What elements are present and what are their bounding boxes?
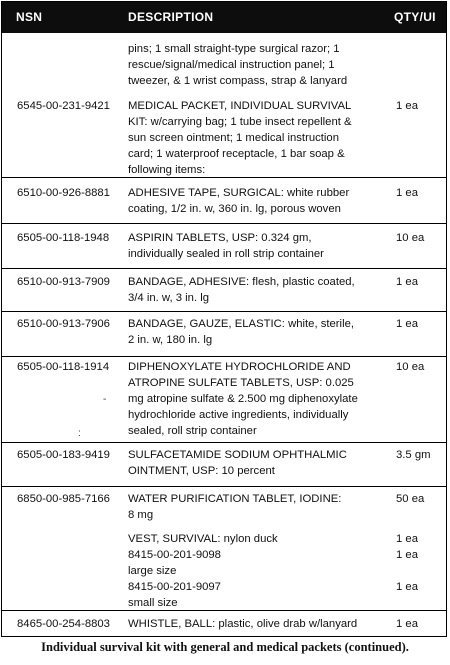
item-qty: 1 ea — [396, 276, 418, 288]
item-qty: 10 ea — [396, 232, 425, 244]
description-line: hydrochloride active ingredients, individually — [128, 409, 349, 421]
item-description — [128, 185, 388, 217]
description-line: small size — [128, 597, 178, 609]
description-line: OINTMENT, USP: 10 percent — [128, 465, 275, 477]
description-line: individually sealed in roll strip container — [128, 248, 324, 260]
qty-line — [396, 595, 418, 611]
table-row — [2, 96, 446, 176]
description-line: WATER PURIFICATION TABLET, IODINE: — [128, 493, 342, 505]
column-header-description: DESCRIPTION — [128, 10, 214, 24]
item-description — [128, 274, 388, 306]
table-row — [2, 177, 446, 224]
item-nsn: 6505-00-118-1948 — [17, 232, 110, 244]
figure-caption: Individual survival kit with general and medical packets (continued). — [41, 640, 409, 654]
description-line: KIT: w/carrying bag; 1 tube insect repellent & — [128, 116, 352, 128]
item-nsn: 6545-00-231-9421 — [17, 100, 110, 112]
description-line: ASPIRIN TABLETS, USP: 0.324 gm, — [128, 232, 312, 244]
description-line: SULFACETAMIDE SODIUM OPHTHALMIC — [128, 449, 347, 461]
stray-mark: : — [78, 428, 81, 439]
table-row — [2, 223, 446, 269]
item-description — [128, 359, 388, 439]
table-row — [2, 41, 446, 91]
description-line: BANDAGE, GAUZE, ELASTIC: white, sterile, — [128, 318, 354, 330]
item-qty: 1 ea — [396, 187, 418, 199]
description-line: DIPHENOXYLATE HYDROCHLORIDE AND — [128, 361, 351, 373]
description-line: 8415-00-201-9097 — [128, 581, 221, 593]
qty-line: 1 ea — [396, 533, 418, 545]
description-line: 2 in. w, 180 in. lg — [128, 334, 213, 346]
description-line: WHISTLE, BALL: plastic, olive drab w/lanyard — [128, 618, 358, 630]
qty-line — [396, 563, 418, 579]
item-nsn: 6510-00-913-7906 — [17, 318, 110, 330]
description-line: tweezer, & 1 wrist compass, strap & lanyard — [128, 75, 348, 87]
description-line: large size — [128, 565, 177, 577]
description-line: following items: — [128, 164, 206, 176]
description-line: ATROPINE SULFATE TABLETS, USP: 0.025 — [128, 377, 354, 389]
stray-mark: - — [103, 394, 107, 405]
item-nsn: 6510-00-913-7909 — [17, 276, 110, 288]
item-description — [128, 316, 388, 348]
column-header-qty: QTY/UI — [394, 10, 436, 24]
description-line: VEST, SURVIVAL: nylon duck — [128, 533, 278, 545]
item-description — [128, 616, 388, 632]
table-row — [2, 356, 446, 443]
item-qty: 1 ea — [396, 318, 418, 330]
item-description — [128, 230, 388, 262]
description-line: pins; 1 small straight-type surgical razor; 1 — [128, 43, 340, 55]
item-qty: 1 ea — [396, 100, 418, 112]
item-nsn: 6850-00-985-7166 — [17, 493, 110, 505]
item-nsn: 8465-00-254-8803 — [17, 618, 110, 630]
table-row — [2, 486, 446, 611]
item-qty: 50 ea — [396, 493, 425, 505]
qty-line: 1 ea — [396, 581, 418, 593]
table-row — [2, 610, 446, 637]
qty-line: 1 ea — [396, 549, 418, 561]
description-line: ADHESIVE TAPE, SURGICAL: white rubber — [128, 187, 350, 199]
item-description — [128, 447, 388, 479]
table-header-row — [2, 2, 446, 33]
description-line: 8 mg — [128, 509, 154, 521]
description-line: sun screen ointment; 1 medical instruction — [128, 132, 339, 144]
description-line: BANDAGE, ADHESIVE: flesh, plastic coated, — [128, 276, 355, 288]
item-description — [128, 531, 388, 611]
table-row — [2, 442, 446, 487]
description-line: sealed, roll strip container — [128, 425, 257, 437]
item-qty: 3.5 gm — [396, 449, 431, 461]
item-qty — [396, 531, 418, 611]
description-line: 8415-00-201-9098 — [128, 549, 221, 561]
description-line: rescue/signal/medical instruction panel; 1 — [128, 59, 335, 71]
item-qty: 10 ea — [396, 361, 425, 373]
survival-kit-table — [1, 1, 447, 637]
table-row — [2, 268, 446, 312]
item-qty: 1 ea — [396, 618, 418, 630]
column-header-nsn: NSN — [16, 10, 43, 24]
item-description — [128, 491, 388, 523]
description-line: 3/4 in. w, 3 in. lg — [128, 292, 210, 304]
item-nsn: 6510-00-926-8881 — [17, 187, 110, 199]
description-line: MEDICAL PACKET, INDIVIDUAL SURVIVAL — [128, 100, 352, 112]
item-nsn: 6505-00-183-9419 — [17, 449, 110, 461]
description-line: mg atropine sulfate & 2.500 mg diphenoxylate — [128, 393, 358, 405]
item-description — [128, 98, 388, 178]
item-nsn: 6505-00-118-1914 — [17, 361, 110, 373]
table-row — [2, 311, 446, 357]
description-line: card; 1 waterproof receptacle, 1 bar soap & — [128, 148, 345, 160]
item-description — [128, 41, 388, 89]
description-line: coating, 1/2 in. w, 360 in. lg, porous woven — [128, 203, 341, 215]
